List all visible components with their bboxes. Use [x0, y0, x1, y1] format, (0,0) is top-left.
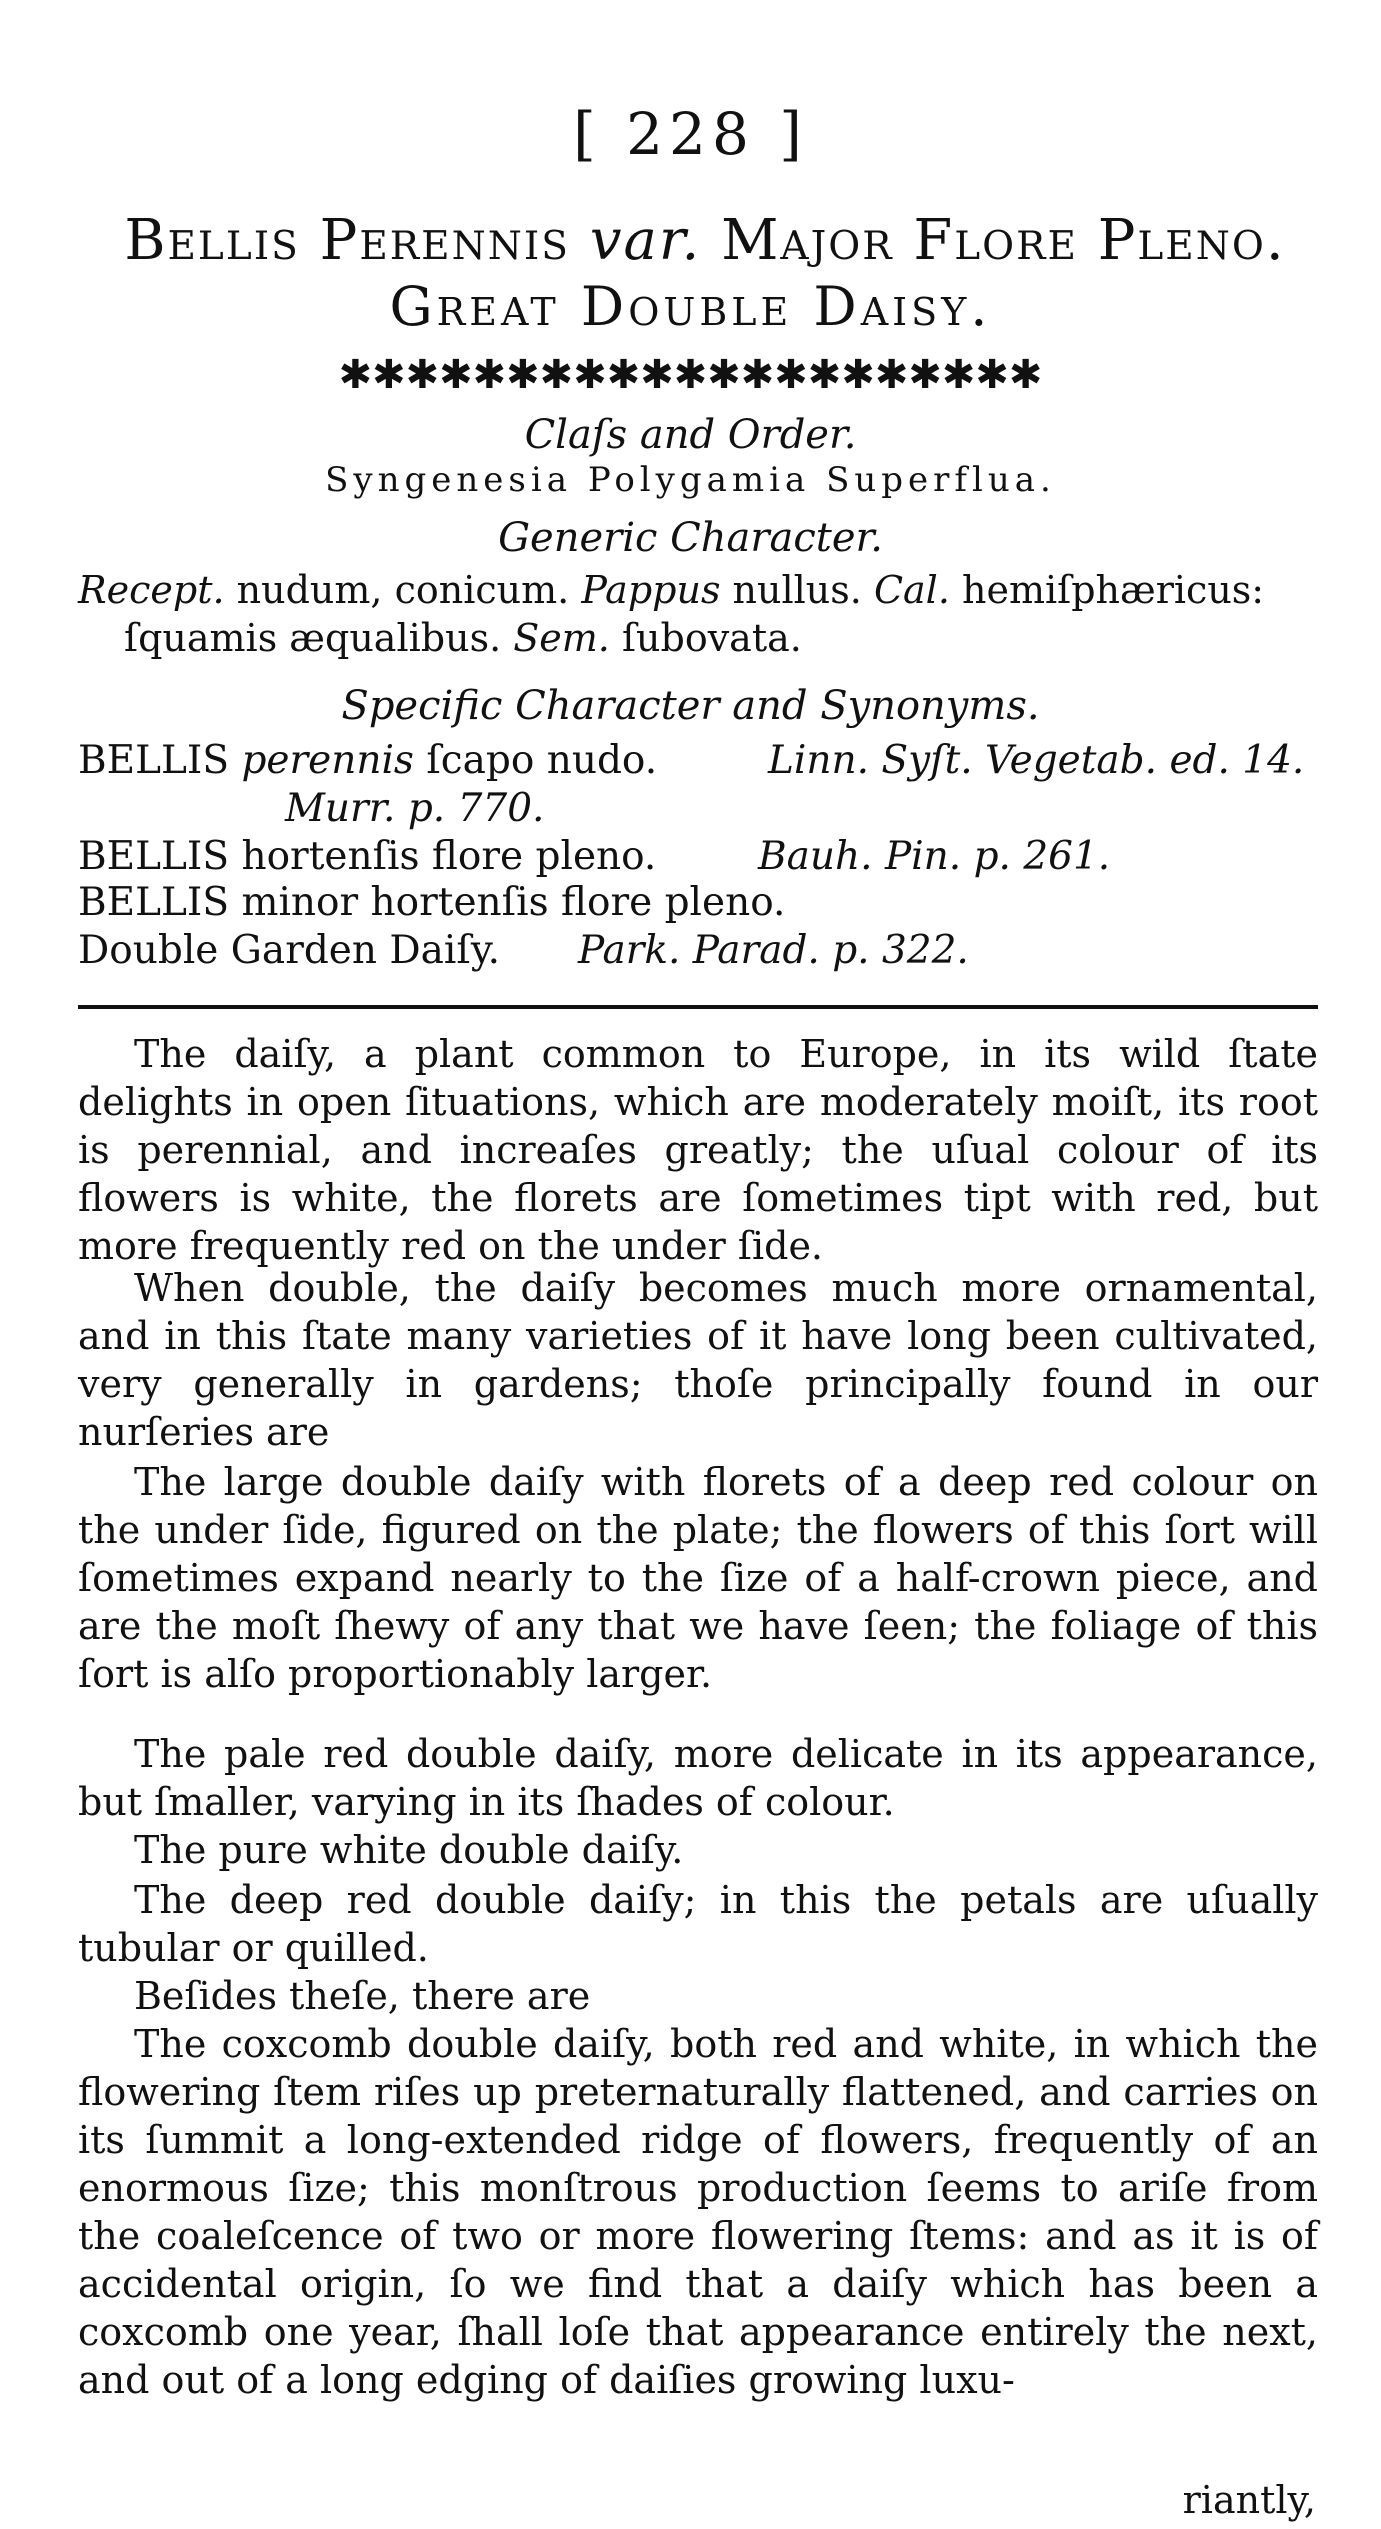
- paragraph-text: The daiſy, a plant common to Europe, in its wild ſtate delights in open ſituations, which are moderately moiſt, its root is perennial, and increaſes greatly; the uſual colour of its flowers is white, the florets are ſometimes tipt with red, but more frequently red on the under ſide.: [78, 1032, 1318, 1268]
- synonym-row: [78, 928, 1318, 973]
- generic-line-2-run: ſubovata.: [609, 616, 802, 660]
- synonym-text: ſcapo nudo.: [413, 738, 658, 783]
- divider-rule: [78, 1005, 1318, 1009]
- paragraph-text: The pale red double daiſy, more delicate in its appearance, but ſmaller, varying in its ſhades of colour.: [78, 1732, 1318, 1824]
- generic-line-1-run: hemiſphæricus:: [949, 568, 1265, 612]
- synonym-row: [78, 738, 1318, 783]
- synonym-text: perennis: [229, 738, 414, 783]
- paragraph: [78, 1730, 1318, 1826]
- synonym-name: Double Garden Daiſy.: [78, 928, 501, 973]
- class-order: Syngenesia Polygamia Superflua.: [325, 460, 1056, 500]
- generic-character-line-1: [78, 568, 1264, 612]
- generic-line-1-run: nullus.: [720, 568, 874, 612]
- paragraph-text: Beſides theſe, there are: [134, 1974, 591, 2018]
- plant-title: [70, 208, 1340, 273]
- paragraph: [78, 1458, 1318, 1698]
- paragraph-text: The deep red double daiſy; in this the petals are uſually tubular or quilled.: [78, 1878, 1318, 1970]
- generic-line-1-run: Pappus: [581, 568, 721, 612]
- paragraph-text: The coxcomb double daiſy, both red and white, in which the flowering ſtem riſes up preternaturally flattened, and carries on its ſummit a long-extended ridge of flowers, frequently of an enormous ſize; this monſtrous production ſeems to ariſe from the coaleſcence of two or more flowering ſtems: and as it is of accidental origin, ſo we find that a daiſy which has been a coxcomb one year, ſhall loſe that appearance entirely the next, and out of a long edging of daiſies growing luxu-: [78, 2022, 1318, 2402]
- paragraph: [78, 1030, 1318, 1270]
- paragraph-text: When double, the daiſy becomes much more ornamental, and in this ſtate many varieties of it have long been cultivated, very generally in gardens; thoſe principally found in our nurſeries are: [78, 1266, 1318, 1454]
- title-variety: Major Flore Pleno.: [721, 208, 1286, 273]
- class-order-heading: Claſs and Order.: [524, 412, 857, 458]
- paragraph: [78, 1264, 1318, 1456]
- paragraph: [78, 1876, 1318, 1972]
- synonym-name: BELLIS: [78, 738, 230, 783]
- paragraph-text: The pure white double daiſy.: [134, 1828, 684, 1872]
- title-var: var.: [589, 208, 702, 273]
- page-number: [ 228 ]: [573, 100, 808, 168]
- synonym-name: BELLIS: [78, 834, 230, 879]
- ornament-rule: ✱✱✱✱✱✱✱✱✱✱✱✱✱✱✱✱✱✱✱✱✱: [338, 352, 1043, 398]
- generic-line-1-run: Recept.: [78, 568, 225, 612]
- synonym-reference: Bauh. Pin. p. 261.: [758, 834, 1111, 879]
- generic-line-2-run: ſquamis æqualibus.: [124, 616, 514, 660]
- generic-heading: Generic Character.: [498, 515, 883, 561]
- paragraph-text: The large double daiſy with florets of a deep red colour on the under ſide, figured on the plate; the flowers of this ſort will ſometimes expand nearly to the ſize of a half-crown piece, and are the moſt ſhewy of any that we have ſeen; the foliage of this ſort is alſo proportionably larger.: [78, 1460, 1318, 1696]
- synonym-reference-cont: Murr. p. 770.: [285, 786, 545, 831]
- paragraph: [78, 2020, 1318, 2404]
- common-name-title: Great Double Daisy.: [389, 275, 992, 338]
- generic-character-line-2: [124, 616, 802, 660]
- generic-line-2-run: Sem.: [513, 616, 610, 660]
- synonym-reference: Park. Parad. p. 322.: [578, 928, 969, 973]
- synonym-name: BELLIS: [78, 880, 230, 925]
- generic-line-1-run: nudum, conicum.: [224, 568, 582, 612]
- synonym-row: [285, 786, 544, 831]
- paragraph: [78, 1826, 1318, 1874]
- synonym-text: hortenſis flore pleno.: [229, 834, 657, 879]
- synonym-row: [78, 880, 1318, 925]
- title-genus-species: Bellis Perennis: [124, 208, 571, 273]
- synonym-row: [78, 834, 1318, 879]
- paragraph: [78, 1972, 1318, 2020]
- generic-line-1-run: Cal.: [873, 568, 950, 612]
- synonym-reference: Linn. Syſt. Vegetab. ed. 14.: [768, 738, 1305, 783]
- catchword: riantly,: [1182, 2478, 1316, 2522]
- synonym-text: minor hortenſis flore pleno.: [229, 880, 786, 925]
- specific-heading: Specific Character and Synonyms.: [341, 683, 1040, 729]
